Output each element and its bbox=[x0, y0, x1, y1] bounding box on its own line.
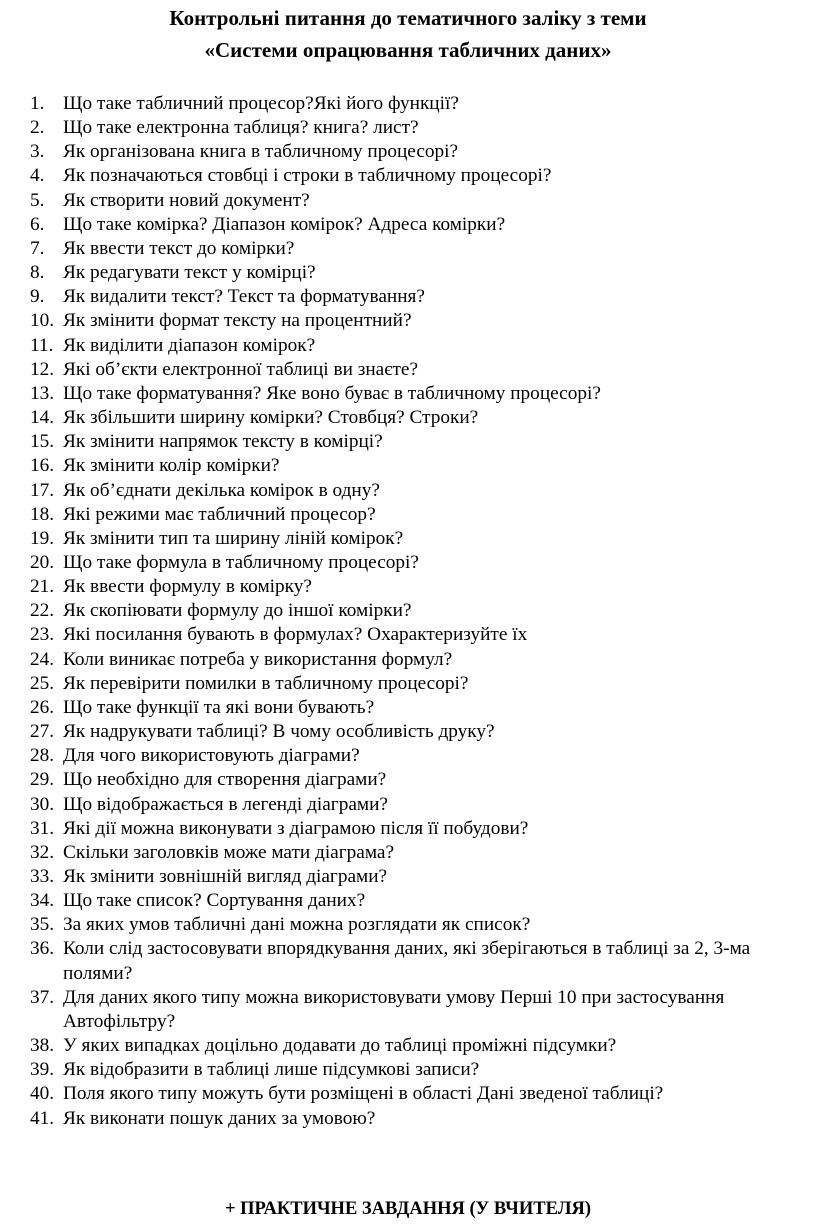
question-number: 29. bbox=[30, 769, 55, 791]
question-text: Що таке табличний процесор?Які його функції? bbox=[63, 93, 459, 114]
question-number: 25. bbox=[30, 672, 55, 694]
question-list bbox=[30, 92, 814, 1131]
question-item bbox=[30, 841, 814, 865]
question-number: 18. bbox=[30, 503, 55, 525]
question-text: Які об’єкти електронної таблиці ви знаєте? bbox=[63, 358, 419, 380]
question-text: У яких випадках доцільно додавати до таблиці проміжні підсумки? bbox=[63, 1035, 617, 1057]
question-number: 22. bbox=[30, 600, 55, 622]
question-text: За яких умов табличні дані можна розглядати як список? bbox=[63, 914, 531, 936]
question-number: 33. bbox=[30, 866, 55, 887]
question-number: 36. bbox=[30, 938, 55, 960]
question-item bbox=[30, 648, 814, 672]
question-item bbox=[30, 309, 814, 333]
question-text: Як змінити колір комірки? bbox=[63, 455, 280, 477]
question-item bbox=[30, 164, 814, 188]
question-number: 38. bbox=[30, 1035, 55, 1057]
question-item bbox=[30, 720, 814, 744]
question-item bbox=[30, 575, 814, 599]
question-item bbox=[30, 1058, 814, 1082]
question-item bbox=[30, 623, 814, 647]
question-item bbox=[30, 116, 814, 140]
question-text: Як видалити текст? Текст та форматування? bbox=[63, 286, 425, 308]
question-item bbox=[30, 382, 814, 406]
question-text: Скільки заголовків може мати діаграма? bbox=[63, 841, 395, 863]
question-item bbox=[30, 1034, 814, 1058]
question-number: 21. bbox=[30, 576, 55, 598]
question-text: Як створити новий документ? bbox=[63, 189, 310, 211]
question-text: Які дії можна виконувати з діаграмою після її побудови? bbox=[63, 817, 529, 839]
question-text: Як об’єднати декілька комірок в одну? bbox=[63, 479, 380, 501]
question-item bbox=[30, 768, 814, 792]
question-item bbox=[30, 889, 814, 913]
question-number: 23. bbox=[30, 624, 55, 646]
question-number: 31. bbox=[30, 817, 55, 839]
question-text: Як збільшити ширину комірки? Стовбця? Строки? bbox=[63, 407, 479, 429]
question-text: Які посилання бувають в формулах? Охарактеризуйте їх bbox=[63, 624, 528, 646]
question-number: 27. bbox=[30, 721, 55, 743]
question-number: 8. bbox=[30, 262, 45, 284]
question-text: Що таке список? Сортування даних? bbox=[63, 890, 366, 912]
question-item bbox=[30, 696, 814, 720]
question-item bbox=[30, 913, 814, 937]
question-text: Як перевірити помилки в табличному процесорі? bbox=[63, 672, 469, 694]
question-number: 6. bbox=[30, 213, 45, 235]
question-text: Коли виникає потреба у використання формул? bbox=[63, 648, 453, 670]
question-text: Як позначаються стовбці і строки в табличному процесорі? bbox=[63, 165, 552, 187]
question-item bbox=[30, 1082, 814, 1106]
question-number: 26. bbox=[30, 696, 55, 718]
question-text: Що таке комірка? Діапазон комірок? Адреса комірки? bbox=[63, 213, 506, 235]
question-number: 9. bbox=[30, 286, 45, 308]
question-item bbox=[30, 793, 814, 817]
question-number: 17. bbox=[30, 479, 55, 501]
question-text: Як скопіювати формулу до іншої комірки? bbox=[63, 600, 412, 622]
question-item bbox=[30, 406, 814, 430]
question-item bbox=[30, 817, 814, 841]
question-number: 30. bbox=[30, 793, 55, 815]
question-text: Коли слід застосовувати впорядкування даних, які зберігаються в таблиці за 2, 3-ма полями? bbox=[63, 938, 751, 984]
question-item bbox=[30, 503, 814, 527]
question-number: 13. bbox=[30, 382, 55, 404]
question-item bbox=[30, 140, 814, 164]
question-item bbox=[30, 937, 814, 985]
question-item bbox=[30, 672, 814, 696]
question-number: 37. bbox=[30, 986, 55, 1008]
question-text: Поля якого типу можуть бути розміщені в області Дані зведеної таблиці? bbox=[63, 1083, 664, 1105]
question-number: 12. bbox=[30, 358, 55, 380]
question-item bbox=[30, 261, 814, 285]
question-number: 28. bbox=[30, 745, 55, 767]
question-text: Як виконати пошук даних за умовою? bbox=[63, 1107, 376, 1129]
question-item bbox=[30, 334, 814, 358]
question-text: Як відобразити в таблиці лише підсумкові записи? bbox=[63, 1059, 480, 1081]
question-text: Що таке функції та які вони бувають? bbox=[63, 696, 375, 718]
question-text: Як змінити зовнішній вигляд діаграми? bbox=[63, 866, 388, 887]
document-title-line-1: Контрольні питання до тематичного заліку з теми bbox=[169, 6, 647, 30]
question-item bbox=[30, 213, 814, 237]
question-item bbox=[30, 358, 814, 382]
question-item bbox=[30, 430, 814, 454]
question-text: Як ввести формулу в комірку? bbox=[63, 576, 312, 598]
question-number: 1. bbox=[30, 93, 45, 114]
question-number: 2. bbox=[30, 117, 45, 139]
question-number: 7. bbox=[30, 237, 45, 259]
question-number: 16. bbox=[30, 455, 55, 477]
question-item bbox=[30, 865, 814, 889]
question-text: Як змінити тип та ширину ліній комірок? bbox=[63, 527, 404, 549]
question-item bbox=[30, 92, 814, 116]
question-number: 39. bbox=[30, 1059, 55, 1081]
question-item bbox=[30, 454, 814, 478]
question-item bbox=[30, 986, 814, 1034]
question-item bbox=[30, 285, 814, 309]
question-number: 5. bbox=[30, 189, 45, 211]
question-text: Що таке формула в табличному процесорі? bbox=[63, 551, 419, 573]
question-number: 15. bbox=[30, 431, 55, 453]
question-text: Що необхідно для створення діаграми? bbox=[63, 769, 387, 791]
question-number: 4. bbox=[30, 165, 45, 187]
question-text: Для чого використовують діаграми? bbox=[63, 745, 360, 767]
question-number: 34. bbox=[30, 890, 55, 912]
question-text: Що відображається в легенді діаграми? bbox=[63, 793, 388, 815]
question-number: 24. bbox=[30, 648, 55, 670]
question-number: 3. bbox=[30, 141, 45, 163]
question-item bbox=[30, 599, 814, 623]
question-item bbox=[30, 744, 814, 768]
question-text: Як ввести текст до комірки? bbox=[63, 237, 295, 259]
question-number: 14. bbox=[30, 407, 55, 429]
question-number: 20. bbox=[30, 551, 55, 573]
document-title-line-2: «Системи опрацювання табличних даних» bbox=[204, 38, 612, 62]
question-text: Що таке електронна таблиця? книга? лист? bbox=[63, 117, 419, 139]
question-number: 32. bbox=[30, 841, 55, 863]
question-text: Які режими має табличний процесор? bbox=[63, 503, 376, 525]
question-number: 35. bbox=[30, 914, 55, 936]
practical-task-note: + ПРАКТИЧНЕ ЗАВДАННЯ (У ВЧИТЕЛЯ) bbox=[224, 1199, 592, 1219]
question-text: Як змінити формат тексту на процентний? bbox=[63, 310, 412, 332]
question-text: Як виділити діапазон комірок? bbox=[63, 334, 316, 356]
question-item bbox=[30, 189, 814, 213]
question-text: Для даних якого типу можна використовувати умову Перші 10 при застосування Автофільтру? bbox=[63, 986, 725, 1032]
question-number: 40. bbox=[30, 1083, 55, 1105]
question-item bbox=[30, 1107, 814, 1131]
question-text: Як змінити напрямок тексту в комірці? bbox=[63, 431, 383, 453]
question-number: 41. bbox=[30, 1107, 55, 1129]
question-item bbox=[30, 527, 814, 551]
question-text: Що таке форматування? Яке воно буває в табличному процесорі? bbox=[63, 382, 601, 404]
question-text: Як редагувати текст у комірці? bbox=[63, 262, 316, 284]
question-text: Як організована книга в табличному процесорі? bbox=[63, 141, 459, 163]
question-text: Як надрукувати таблиці? В чому особливість друку? bbox=[63, 721, 495, 743]
question-item bbox=[30, 479, 814, 503]
question-number: 10. bbox=[30, 310, 55, 332]
question-item bbox=[30, 551, 814, 575]
question-number: 19. bbox=[30, 527, 55, 549]
question-number: 11. bbox=[30, 334, 54, 356]
question-item bbox=[30, 237, 814, 261]
